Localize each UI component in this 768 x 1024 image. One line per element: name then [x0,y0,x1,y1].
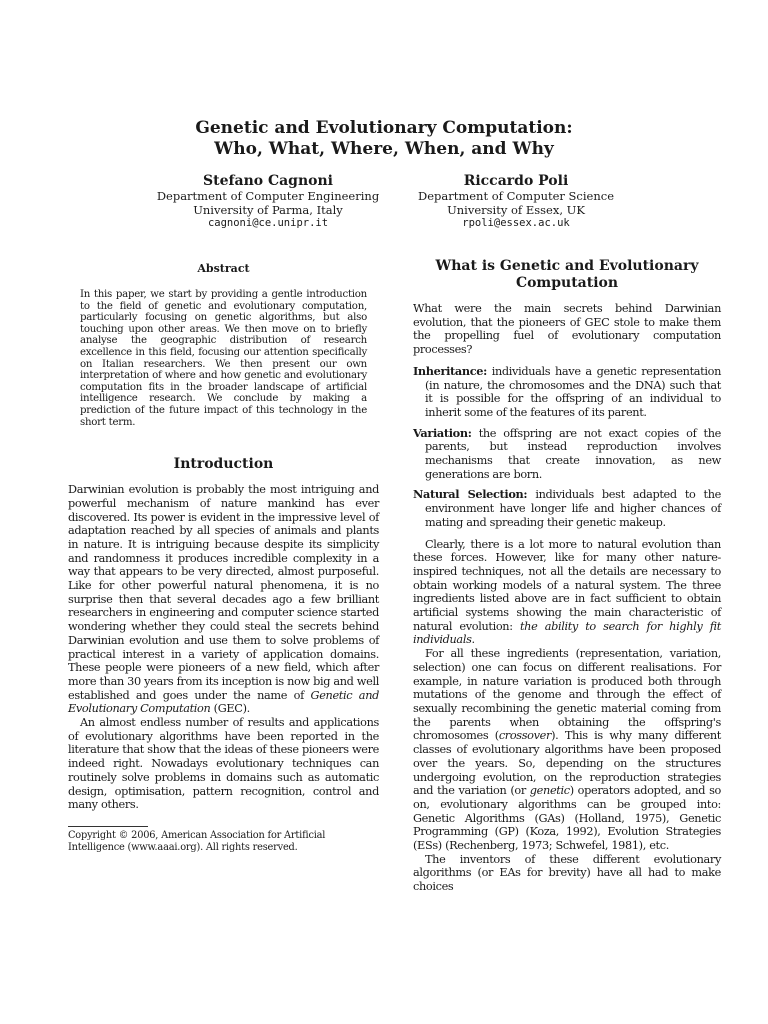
what-is-paragraph-2 [413,538,721,648]
paper-title [0,118,768,160]
left-column [68,258,379,853]
p2-text: Clearly, there is a lot more to natural evolution than these forces. However, like for many other nature-inspired techniques, not all the details are necessary to obtain working models of a natural system. The three ingredients listed above are in fact sufficient to obtain artificial systems showing the main characteristic of natural evolution: [413,537,721,633]
what-is-paragraph-3 [413,647,721,853]
intro-p1-text-end: (GEC). [210,702,250,716]
author-department: Department of Computer Engineering [156,189,380,203]
author-name: Stefano Cagnoni [203,173,333,189]
what-is-gec-heading [413,258,721,292]
abstract-heading: Abstract [197,262,250,275]
title-line-1: Genetic and Evolutionary Computation: [195,118,573,138]
footnote-rule [68,826,148,827]
list-item-text: individuals best adapted to the environment have longer life and higher chances of mating and spreading their genetic makeup. [425,488,721,529]
heading-line-1: What is Genetic and Evolutionary [435,258,699,274]
p3-emphasis-genetic: genetic [529,784,570,798]
right-column [413,258,721,894]
list-item [413,365,721,420]
intro-p1-emphasis: Genetic and Evolutionary Computation [68,688,379,716]
list-item-term: Variation: [413,425,472,440]
author-affiliation: University of Essex, UK [447,202,585,217]
intro-paragraph-2: An almost endless number of results and applications of evolutionary algorithms have been reported in the literature that show that the ideas of these pioneers were indeed right. Nowadays evolutionary techniques can routinely solve problems in domains such as automatic design, optimisation, pattern recognition, control and many others. [68,716,379,812]
list-item [413,488,721,529]
title-line-2: Who, What, Where, When, and Why [214,139,554,159]
intro-p1-text: Darwinian evolution is probably the most intriguing and powerful mechanism of nature mankind has ever discovered. Its power is evident in the impressive level of adaptation reached by all species of animals and plants in nature. It is intriguing because despite its simplicity and randomness it produces incredible complexity in a way that appears to be very directed, almost purposeful. Like for other powerful natural phenomena, it is no surprise then that several decades ago a few brilliant researchers in engineering and computer science started wondering whether they could steal the secrets behind Darwinian evolution and use them to solve problems of practical interest in a variety of application domains. These people were pioneers of a new field, which after more than 30 years from its inception is now big and well established and goes under the name of [68,483,379,702]
author-name: Riccardo Poli [463,173,569,189]
what-is-paragraph-1: What were the main secrets behind Darwinian evolution, that the pioneers of GEC stole to make them the propelling fuel of evolutionary computation processes? [413,302,721,357]
abstract-text: In this paper, we start by providing a gentle introduction to the field of genetic and evolutionary computation, particularly focusing on genetic algorithms, but also touching upon other areas. We then move on to briefly analyse the geographic distribution of research excellence in this field, focusing our attention specifically on Italian researchers. We then present our own interpretation of where and how genetic and evolutionary computation fits in the broader landscape of artificial intelligence research. We conclude by making a prediction of the future impact of this technology in the short term. [80,289,367,428]
p3-emphasis-crossover: crossover [498,729,552,743]
list-item-term: Natural Selection: [413,487,528,502]
what-is-paragraph-4: The inventors of these different evolutionary algorithms (or EAs for brevity) have all had to make choices [413,852,721,894]
list-item-text: the offspring are not exact copies of the parents, but instead reproduction involves mechanisms that create innovation, as new generations are born. [425,426,721,481]
ingredients-list [413,365,721,530]
p3-text-b: ). This is why many different classes of evolutionary algorithms have been proposed over the years. So, depending on the structures undergoing evolution, on the reproduction strategies and the variation (or [413,729,721,798]
copyright-footnote: Copyright © 2006, American Association for Artificial Intelligence (www.aaai.org). All rights reserved. [68,830,326,853]
author-email: rpoli@essex.ac.uk [462,217,570,229]
heading-line-2: Computation [515,275,619,291]
p3-text-c: ) operators adopted, and so on, evolutionary algorithms can be grouped into: Genetic Algorithms (GAs) (Holland, 1975), Genetic Programming (GP) (Koza, 1992), Evolution Strategies (ESs) (Rechenberg, 1973; Schwefel, 1981), etc. [413,784,721,853]
author-email: cagnoni@ce.unipr.it [207,217,329,229]
intro-paragraph-1 [68,483,379,716]
p2-emphasis: the ability to search for highly fit individuals [413,619,721,647]
introduction-heading: Introduction [173,456,274,473]
list-item-text: individuals have a genetic representation (in nature, the chromosomes and the DNA) such that it is possible for the offspring of an individual to inherit some of the features of its parent. [425,364,721,419]
p2-text-end: . [471,633,475,647]
p3-text-a: For all these ingredients (representation, variation, selection) one can focus on different realisations. For example, in nature variation is produced both through mutations of the genome and through the effect of sexually recombining the genetic material coming from the parents when obtaining the offspring's chromosomes ( [413,647,721,743]
author-affiliation: University of Parma, Italy [193,202,343,217]
author-department: Department of Computer Science [417,189,615,203]
list-item [413,427,721,482]
list-item-term: Inheritance: [413,363,487,378]
author-block-2 [366,172,666,231]
